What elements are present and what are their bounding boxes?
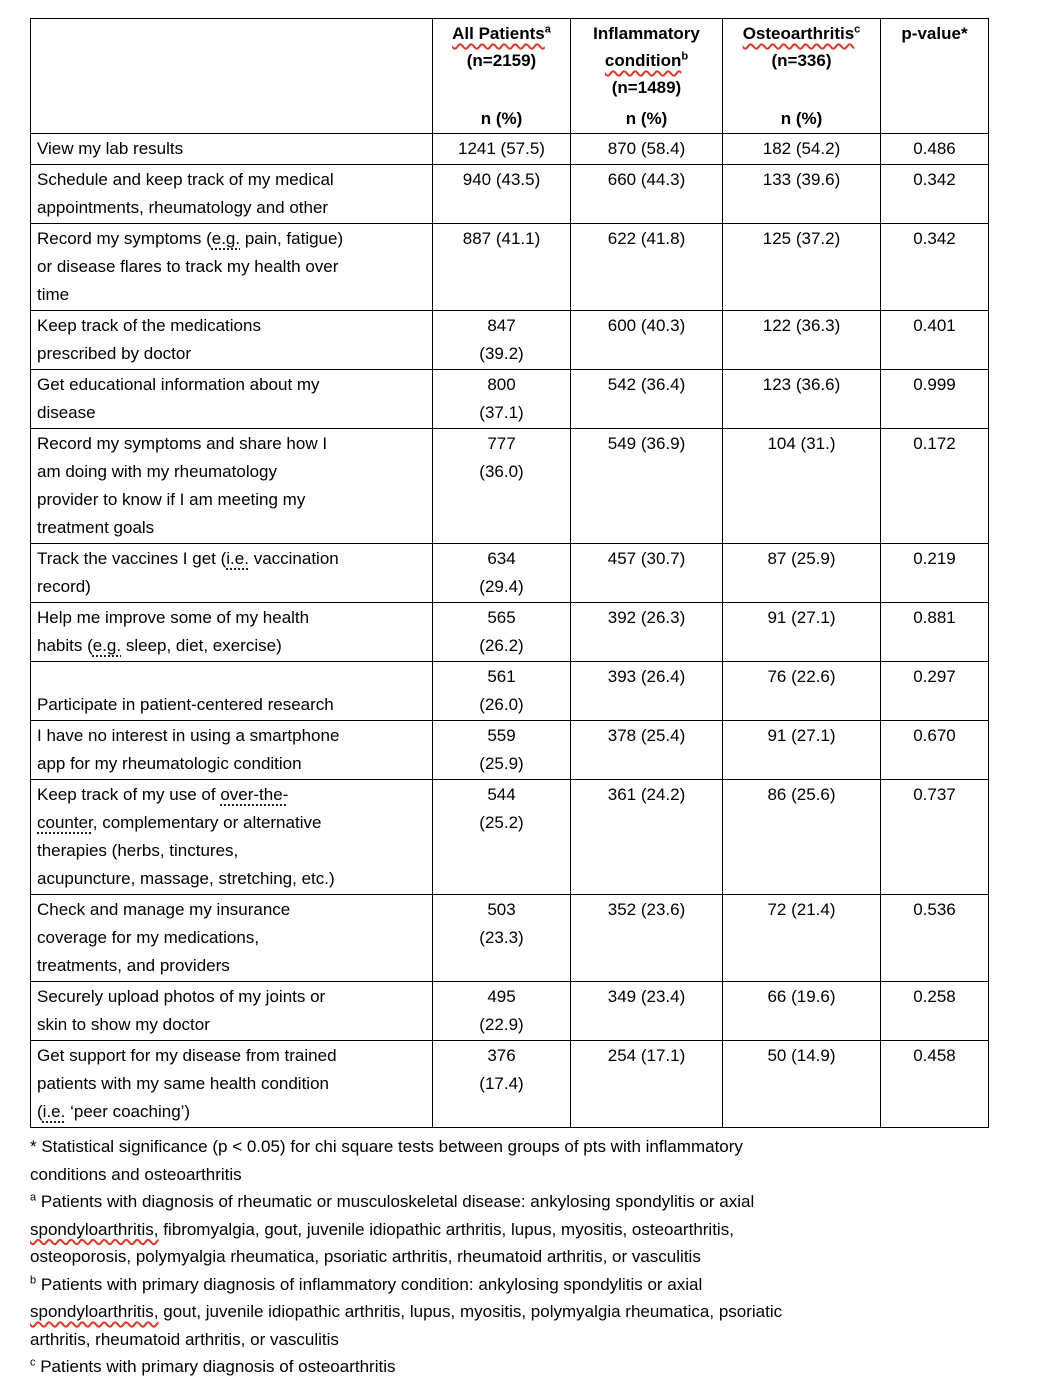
table-row	[31, 224, 989, 311]
inflammatory-title-line2: condition	[604, 51, 682, 70]
osteoarthritis-n-total: (n=336)	[771, 51, 832, 70]
task-label-cell: Get support for my disease from trained patients with my same health condition (i.e. ‘peer coaching’)	[31, 1041, 433, 1128]
p-value-cell: 0.458	[881, 1041, 989, 1128]
p-value-cell: 0.297	[881, 662, 989, 721]
footnote-line: * Statistical significance (p < 0.05) for chi square tests between groups of pts with inflammatory	[30, 1137, 743, 1156]
task-label-cell: Track the vaccines I get (i.e. vaccination record)	[31, 544, 433, 603]
table-row	[31, 1041, 989, 1128]
task-label-cell: Participate in patient-centered research	[31, 662, 433, 721]
task-label-cell: Record my symptoms and share how I am doing with my rheumatology provider to know if I am meeting my treatment goals	[31, 429, 433, 544]
header-inflammatory	[571, 19, 723, 134]
p-value-cell: 0.342	[881, 165, 989, 224]
table-row	[31, 134, 989, 165]
p-value-cell: 0.999	[881, 370, 989, 429]
inflammatory-cell: 352 (23.6)	[571, 895, 723, 982]
table-row	[31, 429, 989, 544]
inflammatory-cell: 349 (23.4)	[571, 982, 723, 1041]
table-row	[31, 165, 989, 224]
table-body	[31, 134, 989, 1128]
table-row	[31, 895, 989, 982]
osteoarthritis-footnote-marker: c	[854, 23, 861, 36]
footnote-line: spondyloarthritis, fibromyalgia, gout, juvenile idiopathic arthritis, lupus, myositis, osteoarthritis,	[30, 1219, 734, 1239]
all-patients-footnote-marker: a	[544, 23, 551, 36]
osteoarthritis-cell: 91 (27.1)	[723, 721, 881, 780]
task-label-cell: Record my symptoms (e.g. pain, fatigue) or disease flares to track my health over time	[31, 224, 433, 311]
inflammatory-cell: 542 (36.4)	[571, 370, 723, 429]
header-all-patients-title	[439, 20, 564, 74]
inflammatory-n-total: (n=1489)	[611, 78, 682, 97]
inflammatory-footnote-marker: b	[681, 50, 689, 63]
footnote-line: conditions and osteoarthritis	[30, 1164, 242, 1184]
header-osteoarthritis-title	[729, 20, 874, 74]
all-patients-cell: 634 (29.4)	[433, 544, 571, 603]
p-value-cell: 0.670	[881, 721, 989, 780]
table-row	[31, 982, 989, 1041]
all-patients-cell: 777 (36.0)	[433, 429, 571, 544]
table-row	[31, 721, 989, 780]
inflammatory-subheader: n (%)	[625, 109, 668, 128]
p-value-cell: 0.342	[881, 224, 989, 311]
inflammatory-cell: 392 (26.3)	[571, 603, 723, 662]
p-value-cell: 0.401	[881, 311, 989, 370]
task-label-cell: Securely upload photos of my joints or skin to show my doctor	[31, 982, 433, 1041]
task-label-cell: Get educational information about my disease	[31, 370, 433, 429]
all-patients-title-text: All Patients	[452, 24, 545, 43]
header-p-value: p-value*	[881, 19, 989, 134]
header-all-patients	[433, 19, 571, 134]
all-patients-n-total: (n=2159)	[466, 51, 537, 70]
inflammatory-title-line1: Inflammatory	[593, 24, 700, 43]
header-osteoarthritis	[723, 19, 881, 134]
all-patients-cell: 800 (37.1)	[433, 370, 571, 429]
inflammatory-cell: 254 (17.1)	[571, 1041, 723, 1128]
task-label-cell: View my lab results	[31, 134, 433, 165]
task-label-cell: Keep track of my use of over-the- counter, complementary or alternative therapies (herbs, tinctures, acupuncture, massage, stretching, etc.)	[31, 780, 433, 895]
inflammatory-cell: 660 (44.3)	[571, 165, 723, 224]
osteoarthritis-cell: 182 (54.2)	[723, 134, 881, 165]
osteoarthritis-cell: 123 (36.6)	[723, 370, 881, 429]
inflammatory-cell: 457 (30.7)	[571, 544, 723, 603]
all-patients-cell: 565 (26.2)	[433, 603, 571, 662]
osteoarthritis-cell: 87 (25.9)	[723, 544, 881, 603]
inflammatory-cell: 870 (58.4)	[571, 134, 723, 165]
osteoarthritis-cell: 72 (21.4)	[723, 895, 881, 982]
osteoarthritis-cell: 104 (31.)	[723, 429, 881, 544]
task-label-cell: Keep track of the medications prescribed by doctor	[31, 311, 433, 370]
table-row	[31, 662, 989, 721]
all-patients-cell: 544 (25.2)	[433, 780, 571, 895]
footnotes	[30, 1133, 1018, 1377]
header-inflammatory-title	[577, 20, 716, 101]
footnote-line: spondyloarthritis, gout, juvenile idiopathic arthritis, lupus, myositis, polymyalgia rheumatica, psoriatic	[30, 1302, 783, 1321]
all-patients-cell: 940 (43.5)	[433, 165, 571, 224]
all-patients-cell: 847 (39.2)	[433, 311, 571, 370]
header-row	[31, 19, 989, 134]
osteoarthritis-cell: 50 (14.9)	[723, 1041, 881, 1128]
p-value-cell: 0.219	[881, 544, 989, 603]
all-patients-cell: 376 (17.4)	[433, 1041, 571, 1128]
osteoarthritis-cell: 76 (22.6)	[723, 662, 881, 721]
inflammatory-cell: 549 (36.9)	[571, 429, 723, 544]
inflammatory-cell: 361 (24.2)	[571, 780, 723, 895]
results-table	[30, 18, 989, 1128]
inflammatory-cell: 393 (26.4)	[571, 662, 723, 721]
osteoarthritis-cell: 122 (36.3)	[723, 311, 881, 370]
p-value-cell: 0.172	[881, 429, 989, 544]
footnote-line: $^a$ Patients with diagnosis of rheumatic or musculoskeletal disease: ankylosing spondylitis or axial	[30, 1191, 755, 1211]
all-patients-cell: 1241 (57.5)	[433, 134, 571, 165]
osteoarthritis-subheader: n (%)	[780, 109, 823, 128]
task-label-cell: Schedule and keep track of my medical appointments, rheumatology and other	[31, 165, 433, 224]
task-label-cell: Help me improve some of my health habits (e.g. sleep, diet, exercise)	[31, 603, 433, 662]
task-label-cell: Check and manage my insurance coverage for my medications, treatments, and providers	[31, 895, 433, 982]
osteoarthritis-cell: 125 (37.2)	[723, 224, 881, 311]
header-task-column	[31, 19, 433, 134]
footnote-line: arthritis, rheumatoid arthritis, or vasculitis	[30, 1329, 339, 1349]
p-value-cell: 0.486	[881, 134, 989, 165]
inflammatory-cell: 622 (41.8)	[571, 224, 723, 311]
p-value-cell: 0.737	[881, 780, 989, 895]
all-patients-subheader: n (%)	[480, 109, 523, 128]
p-value-cell: 0.881	[881, 603, 989, 662]
inflammatory-cell: 378 (25.4)	[571, 721, 723, 780]
all-patients-cell: 495 (22.9)	[433, 982, 571, 1041]
inflammatory-cell: 600 (40.3)	[571, 311, 723, 370]
osteoarthritis-cell: 86 (25.6)	[723, 780, 881, 895]
footnote-line: $^b$ Patients with primary diagnosis of inflammatory condition: ankylosing spondylitis or axial	[30, 1273, 703, 1294]
table-row	[31, 311, 989, 370]
p-value-cell: 0.536	[881, 895, 989, 982]
footnote-line: osteoporosis, polymyalgia rheumatica, psoriatic arthritis, rheumatoid arthritis, or vasculitis	[30, 1247, 701, 1266]
p-value-cell: 0.258	[881, 982, 989, 1041]
osteoarthritis-title-text: Osteoarthritis	[742, 24, 855, 43]
osteoarthritis-cell: 133 (39.6)	[723, 165, 881, 224]
table-row	[31, 544, 989, 603]
osteoarthritis-cell: 66 (19.6)	[723, 982, 881, 1041]
table-row	[31, 780, 989, 895]
all-patients-cell: 503 (23.3)	[433, 895, 571, 982]
task-label-cell: I have no interest in using a smartphone app for my rheumatologic condition	[31, 721, 433, 780]
osteoarthritis-cell: 91 (27.1)	[723, 603, 881, 662]
all-patients-cell: 561 (26.0)	[433, 662, 571, 721]
footnote-line: $^c$ Patients with primary diagnosis of osteoarthritis	[30, 1356, 396, 1376]
table-row	[31, 603, 989, 662]
all-patients-cell: 887 (41.1)	[433, 224, 571, 311]
all-patients-cell: 559 (25.9)	[433, 721, 571, 780]
table-row	[31, 370, 989, 429]
